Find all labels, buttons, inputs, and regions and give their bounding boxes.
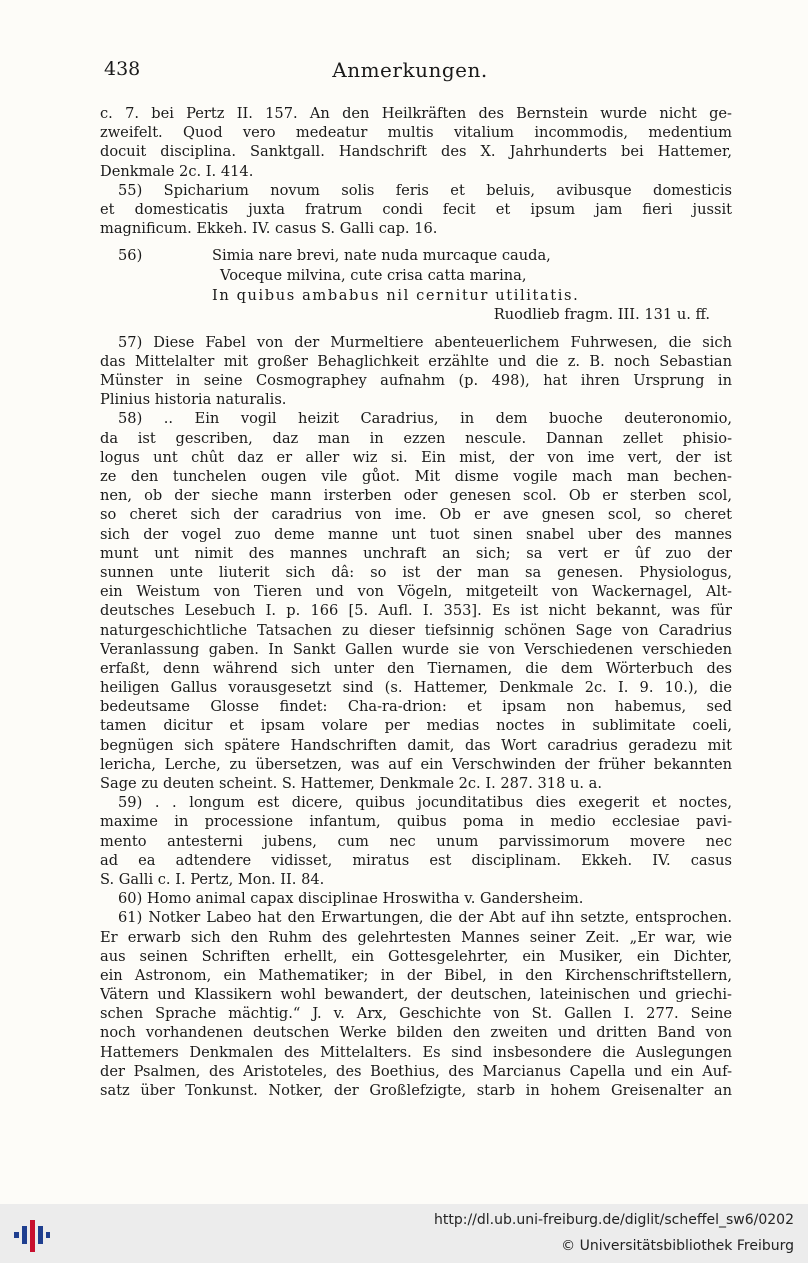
text-line: maxime in processione infantum, quibus poma in medio ecclesiae pavi- <box>100 813 732 831</box>
text-line: ein Astronom, ein Mathematiker; in der Bibel, in den Kirchenschriftstellern, <box>100 966 732 984</box>
text-line: logus unt chût daz er aller wiz si. Ein mist, der von ime vert, der ist <box>100 448 732 466</box>
note-59 <box>100 793 732 889</box>
note-57 <box>100 333 732 410</box>
page-body <box>100 104 732 1100</box>
text-line: Er erwarb sich den Ruhm des gelehrtesten Mannes seiner Zeit. „Er war, wie <box>100 928 732 946</box>
text-line: Plinius historia naturalis. <box>100 391 287 409</box>
text-line: das Mittelalter mit großer Behaglichkeit erzählte und die z. B. noch Sebastian <box>100 352 732 370</box>
text-line: da ist gescriben, daz man in ezzen nescule. Dannan zellet phisio- <box>100 429 732 447</box>
text-line: 60) Homo animal capax disciplinae Hroswitha v. Gandersheim. <box>118 890 584 908</box>
note-number: 56) <box>118 247 143 265</box>
verse-line: Simia nare brevi, nate nuda murcaque cauda, <box>212 247 551 265</box>
page-header <box>100 58 720 88</box>
text-line: Sage zu deuten scheint. S. Hattemer, Denkmale 2c. I. 287. 318 u. a. <box>100 775 603 792</box>
text-line: nen, ob der sieche mann irsterben oder genesen scol. Ob er sterben scol, <box>100 487 732 505</box>
text-line: tamen dicitur et ipsam volare per medias noctes in sublimitate coeli, <box>100 717 732 735</box>
text-line: Veranlassung gaben. In Sankt Gallen wurde sie von Verschiedenen verschieden <box>100 640 732 658</box>
text-line: begnügen sich spätere Handschriften damit, das Wort caradrius geradezu mit <box>100 736 732 754</box>
text-line: magnificum. Ekkeh. IV. casus S. Galli cap. 16. <box>100 220 438 238</box>
text-line: 61) Notker Labeo hat den Erwartungen, die der Abt auf ihn setzte, entsprochen. <box>118 909 732 927</box>
note-55 <box>100 181 732 239</box>
verse-source: Ruodlieb fragm. III. 131 u. ff. <box>493 306 710 324</box>
text-line: et domesticatis juxta fratrum condi fecit et ipsum jam fieri jussit <box>100 200 732 218</box>
viewer-footer <box>0 1204 808 1263</box>
text-line: sich der vogel zuo deme manne unt tuot sinen snabel uber des mannes <box>100 525 732 543</box>
text-line: bedeutsame Glosse findet: Cha-ra-drion: et ipsam non habemus, sed <box>100 698 732 716</box>
text-line: docuit disciplina. Sanktgall. Handschrift des X. Jahrhunderts bei Hattemer, <box>100 143 732 161</box>
text-line: deutsches Lesebuch I. p. 166 [5. Aufl. I. 353]. Es ist nicht bekannt, was für <box>100 602 732 620</box>
ub-freiburg-logo-icon[interactable] <box>12 1216 52 1256</box>
text-line: schen Sprache mächtig.“ J. v. Arx, Geschichte von St. Gallen I. 277. Seine <box>100 1005 732 1023</box>
text-line: ein Weistum von Tieren und von Vögeln, mitgeteilt von Wackernagel, Alt- <box>100 583 732 601</box>
text-line: zweifelt. Quod vero medeatur multis vitalium incommodis, medentium <box>100 124 732 142</box>
text-line: ad ea adtendere vidisset, miratus est disciplinam. Ekkeh. IV. casus <box>100 851 732 869</box>
note-60 <box>100 889 732 908</box>
text-line: satz über Tonkunst. Notker, der Großlefzigte, starb in hohem Greisenalter an <box>100 1082 732 1099</box>
text-line: erfaßt, denn während sich unter den Tiernamen, die dem Wörterbuch des <box>100 659 732 677</box>
note-61 <box>100 908 732 1100</box>
permalink-url[interactable]: http://dl.ub.uni-freiburg.de/diglit/scheffel_sw6/0202 <box>434 1212 794 1228</box>
text-line: 58) .. Ein vogil heizit Caradrius, in dem buoche deuteronomio, <box>118 410 732 428</box>
text-line: c. 7. bei Pertz II. 157. An den Heilkräften des Bernstein wurde nicht ge- <box>100 105 732 122</box>
text-line: mento antesterni jubens, cum nec unum parvissimorum movere nec <box>100 832 732 850</box>
text-line: sunnen unte liuterit sich dâ: so ist der man sa genesen. Physiologus, <box>100 563 732 581</box>
text-line: munt unt nimit des mannes unchraft an sich; sa vert er ûf zuo der <box>100 544 732 562</box>
note-56-poem <box>100 246 732 324</box>
text-line: S. Galli c. I. Pertz, Mon. II. 84. <box>100 870 325 888</box>
text-line: aus seinen Schriften erhellt, ein Gottesgelehrter, ein Musiker, ein Dichter, <box>100 947 732 965</box>
text-line: so cheret sich der caradrius von ime. Ob er ave gnesen scol, so cheret <box>100 506 732 524</box>
text-line: lericha, Lerche, zu übersetzen, was auf ein Verschwinden der früher bekannten <box>100 755 732 773</box>
text-line: Hattemers Denkmalen des Mittelalters. Es sind insbesondere die Auslegungen <box>100 1043 732 1061</box>
text-line: 57) Diese Fabel von der Murmeltiere abenteuerlichem Fuhrwesen, die sich <box>118 333 732 351</box>
note-continued <box>100 104 732 181</box>
text-line: Münster in seine Cosmographey aufnahm (p. 498), hat ihren Ursprung in <box>100 372 732 390</box>
copyright-notice: © Universitätsbibliothek Freiburg <box>561 1238 794 1254</box>
note-58 <box>100 409 732 793</box>
text-line: der Psalmen, des Aristoteles, des Boethius, des Marcianus Capella und ein Auf- <box>100 1062 732 1080</box>
text-line: 59) . . longum est dicere, quibus jocunditatibus dies exegerit et noctes, <box>118 794 732 812</box>
verse-line: In quibus ambabus nil cernitur utilitatis. <box>212 286 580 304</box>
text-line: heiligen Gallus vorausgesetzt sind (s. Hattemer, Denkmale 2c. I. 9. 10.), die <box>100 679 732 697</box>
page-number: 438 <box>104 58 141 80</box>
text-line: Vätern und Klassikern wohl bewandert, der deutschen, lateinischen und griechi- <box>100 986 732 1004</box>
running-title: Anmerkungen. <box>332 58 488 82</box>
text-line: naturgeschichtliche Tatsachen zu dieser tiefsinnig schönen Sage von Caradrius <box>100 621 732 639</box>
text-line: noch vorhandenen deutschen Werke bilden den zweiten und dritten Band von <box>100 1024 732 1042</box>
verse-line: Voceque milvina, cute crisa catta marina, <box>220 266 527 284</box>
text-line: 55) Spicharium novum solis feris et beluis, avibusque domesticis <box>118 181 732 199</box>
text-line: ze den tunchelen ougen vile gůot. Mit disme vogile mach man bechen- <box>100 468 732 485</box>
text-line: Denkmale 2c. I. 414. <box>100 162 254 180</box>
